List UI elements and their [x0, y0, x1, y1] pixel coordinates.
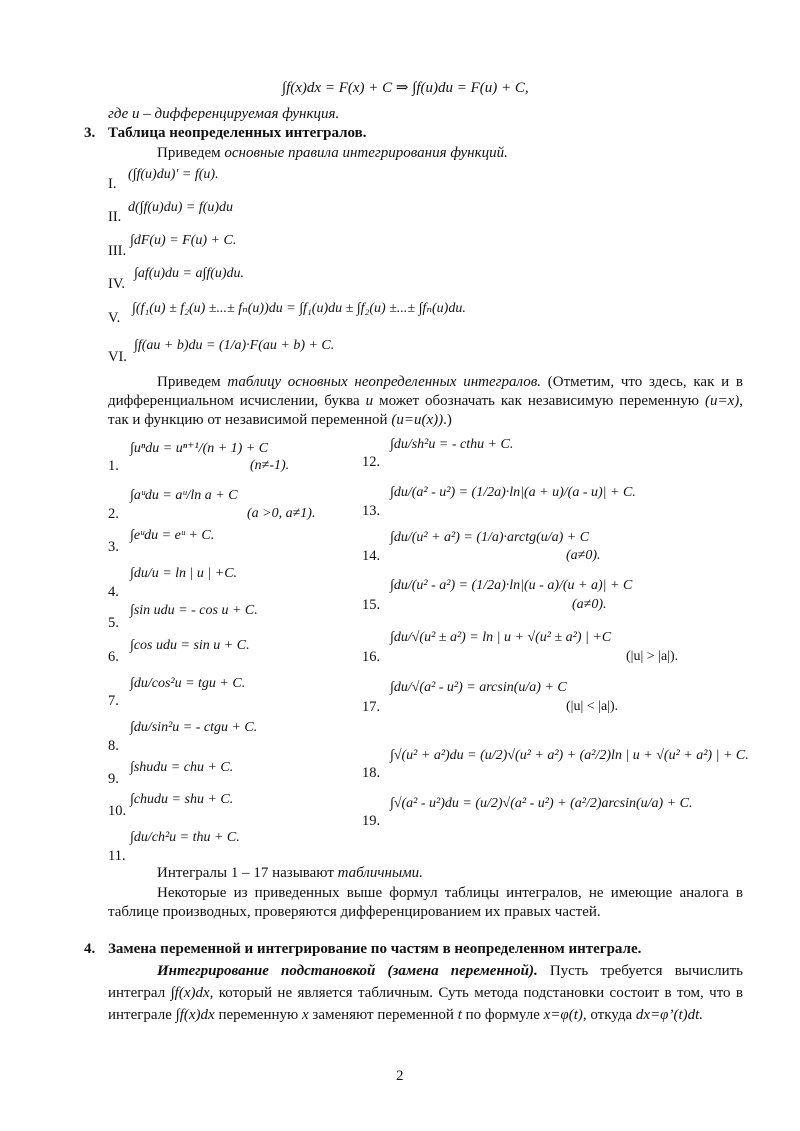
substitution-text: переменную [214, 1007, 302, 1023]
intro-italic: таблицу основных неопределенных интегралов. [227, 374, 541, 390]
rule-label: II. [108, 209, 122, 225]
rule-label: VI. [108, 349, 127, 365]
integral-formula: ∫uⁿdu = uⁿ⁺¹/(n + 1) + C [130, 441, 269, 456]
rule-label: III. [108, 243, 127, 259]
rule-formula: ∫dF(u) = F(u) + C. [130, 233, 237, 248]
integral-condition: (a >0, a≠1). [247, 506, 316, 521]
rule-formula: ∫f(au + b)du = (1/a)·F(au + b) + C. [134, 338, 335, 353]
rules-intro [157, 145, 508, 162]
rule-formula: d(∫f(u)du) = f(u)du [128, 200, 234, 215]
integral-formula: ∫du/u = ln | u | +C. [130, 566, 238, 581]
derivative-note: Некоторые из приведенных выше формул таблицы интегралов, не имеющие аналога в таблице производных, проверяются дифференцированием их правых частей. [108, 885, 743, 920]
integral-formula: ∫du/cos²u = tgu + C. [130, 676, 246, 691]
rule-label: I. [108, 176, 117, 192]
substitution-dx: dx=φ’(t)dt. [635, 1007, 704, 1023]
integral-number: 10. [108, 803, 127, 819]
rules-intro-lead: Приведем [157, 145, 225, 161]
integral-number: 18. [362, 765, 381, 781]
integral-formula: ∫du/(u² + a²) = (1/a)·arctg(u/a) + C [390, 530, 590, 545]
rule-label: IV. [108, 276, 126, 292]
section-3-number: 3. [84, 125, 96, 141]
integral-number: 12. [362, 454, 381, 470]
integral-formula: ∫du/ch²u = thu + C. [130, 830, 240, 845]
integral-formula: ∫sin udu = - cos u + C. [130, 603, 258, 618]
integral-formula: ∫√(a² - u²)du = (u/2)√(a² - u²) + (a²/2)arcsin(u/a) + C. [390, 796, 693, 811]
integral-number: 4. [108, 584, 119, 600]
integral-number: 7. [108, 693, 119, 709]
integral-number: 2. [108, 506, 119, 522]
section-4-title: Замена переменной и интегрирование по частям в неопределенном интеграле. [108, 941, 642, 957]
integral-formula: ∫du/sin²u = - ctgu + C. [130, 720, 258, 735]
substitution-formula: x=φ(t) [543, 1007, 583, 1023]
tabular-note-lead: Интегралы 1 – 17 называют [157, 865, 338, 881]
integral-number: 6. [108, 649, 119, 665]
integral-formula: ∫du/sh²u = - cthu + C. [390, 437, 514, 452]
integral-formula: ∫eᵘdu = eᵘ + C. [130, 528, 215, 543]
section-3-title: Таблица неопределенных интегралов. [108, 125, 367, 141]
integral-formula: ∫cos udu = sin u + C. [130, 638, 250, 653]
integral-number: 5. [108, 615, 119, 631]
intro-italic: (u=u(x)) [391, 412, 444, 428]
page-number: 2 [396, 1068, 404, 1084]
integral-condition: (n≠-1). [250, 458, 290, 473]
integral-formula: ∫du/√(a² - u²) = arcsin(u/a) + C [390, 680, 567, 695]
substitution-text: Пусть требуется вычислить интеграл [108, 963, 743, 1001]
integral-formula: ∫chudu = shu + C. [130, 792, 234, 807]
substitution-text: , откуда [582, 1007, 636, 1023]
integral-condition: (|u| < |a|). [566, 699, 619, 714]
substitution-paragraph [108, 960, 743, 1026]
intro-italic: (u=x) [704, 393, 740, 409]
integral-number: 16. [362, 649, 381, 665]
integral-number: 15. [362, 597, 381, 613]
intro-italic: u [365, 393, 374, 409]
integral-formula: ∫shudu = chu + C. [130, 760, 234, 775]
integral-number: 14. [362, 548, 381, 564]
integral-condition: (|u| > |a|). [626, 649, 679, 664]
substitution-integral: ∫f(x)dx [170, 985, 210, 1001]
substitution-text: по формуле [461, 1007, 544, 1023]
where-text: где u – дифференцируемая функция. [108, 106, 340, 122]
substitution-text: , который не является табличным. Суть метода подстановки состоит в том, что в интеграле [108, 985, 743, 1023]
integral-formula: ∫aᵘdu = aᵘ/ln a + C [130, 488, 238, 503]
top-formula: ∫f(x)dx = F(x) + C ⇒ ∫f(u)du = F(u) + C, [282, 80, 529, 96]
integral-formula: ∫du/√(u² ± a²) = ln | u + √(u² ± a²) | +C [390, 630, 612, 645]
integral-number: 1. [108, 458, 119, 474]
section-4-number: 4. [84, 941, 96, 957]
intro-text: .) [443, 412, 452, 428]
integral-formula: ∫√(u² + a²)du = (u/2)√(u² + a²) + (a²/2)ln | u + √(u² + a²) | + C. [390, 748, 749, 763]
integral-number: 3. [108, 539, 119, 555]
rule-label: V. [108, 310, 121, 326]
substitution-integral: ∫f(x)dx [175, 1007, 215, 1023]
substitution-heading: Интегрирование подстановкой (замена переменной). [157, 963, 538, 979]
table-intro-paragraph [108, 373, 743, 430]
rule-formula: ∫af(u)du = a∫f(u)du. [134, 266, 245, 281]
integral-number: 9. [108, 771, 119, 787]
substitution-text: заменяют переменной [308, 1007, 458, 1023]
integral-condition: (a≠0). [572, 597, 607, 612]
rule-formula: ∫(f₁(u) ± f₂(u) ±...± fₙ(u))du = ∫f₁(u)du ± ∫f₂(u) ±...± ∫fₙ(u)du. [132, 301, 466, 316]
intro-text: может обозначать как независимую переменную [373, 393, 705, 409]
substitution-variable: t [457, 1007, 462, 1023]
intro-text: , так и функцию от независимой переменной [108, 393, 743, 428]
integral-number: 11. [108, 848, 126, 864]
rules-intro-italic: основные правила интегрирования функций. [224, 145, 508, 161]
integral-condition: (a≠0). [566, 548, 601, 563]
tabular-note-italic: табличными. [337, 865, 423, 881]
intro-text: Приведем [157, 374, 228, 390]
tabular-note [157, 865, 423, 882]
integral-number: 13. [362, 503, 381, 519]
rule-formula: (∫f(u)du)′ = f(u). [128, 167, 219, 182]
intro-text: (Отметим, что здесь, как и в дифференциальном исчислении, буква [108, 374, 743, 409]
integral-number: 8. [108, 738, 119, 754]
integral-number: 17. [362, 699, 381, 715]
integral-formula: ∫du/(u² - a²) = (1/2a)·ln|(u - a)/(u + a)| + C [390, 578, 633, 593]
substitution-variable: x [301, 1007, 309, 1023]
integral-formula: ∫du/(a² - u²) = (1/2a)·ln|(a + u)/(a - u)| + C. [390, 485, 636, 500]
integral-number: 19. [362, 813, 381, 829]
